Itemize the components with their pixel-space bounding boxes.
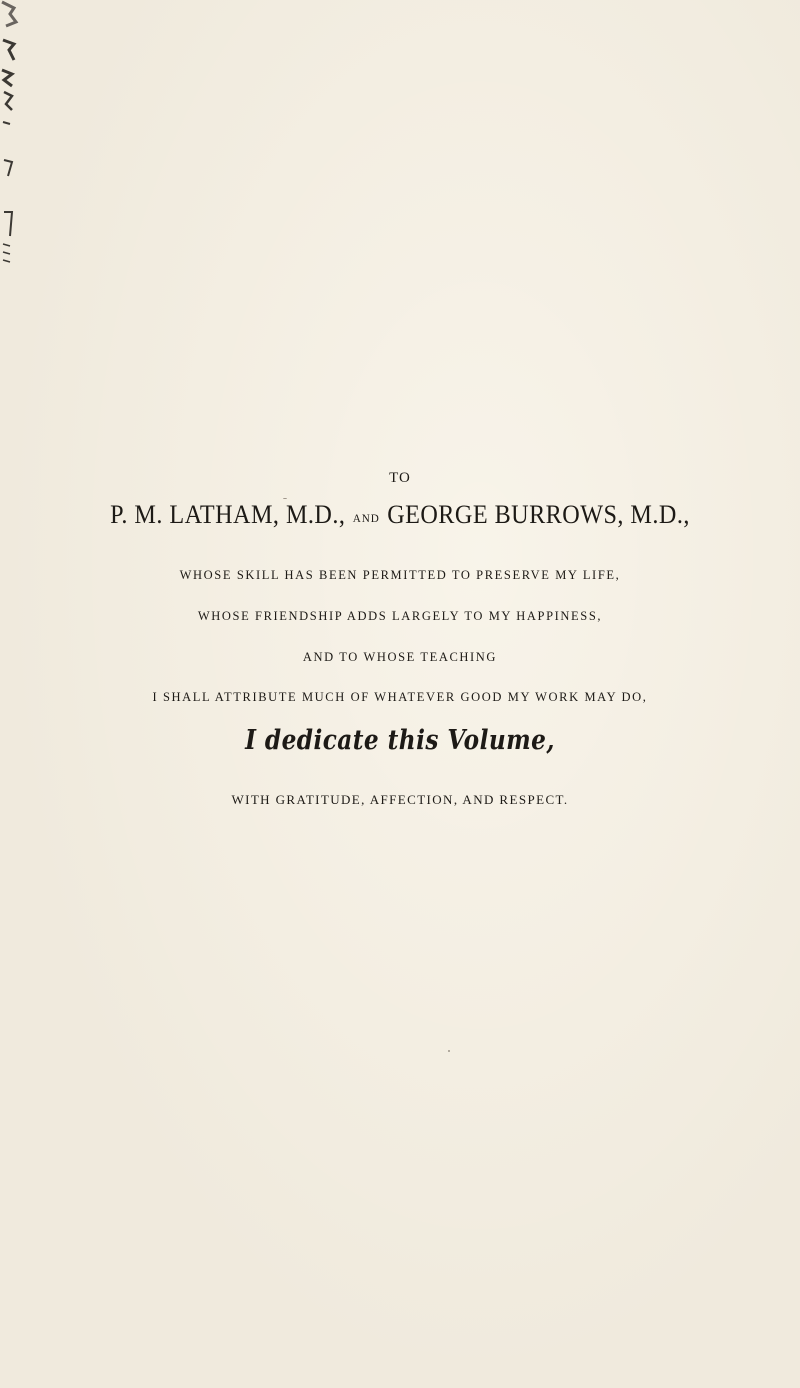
dedicatee-name-1: P. M. LATHAM, M.D., [110,500,346,529]
dedicatee-name-2: GEORGE BURROWS, M.D., [387,500,690,529]
paper-speck [283,498,287,499]
dedication-line-1: WHOSE SKILL HAS BEEN PERMITTED TO PRESERVE MY LIFE, [179,568,621,582]
scan-edge-artifacts [0,0,22,300]
dedication-line-4: I SHALL ATTRIBUTE MUCH OF WHATEVER GOOD MY WORK MAY DO, [152,690,648,704]
dedication-line-2: WHOSE FRIENDSHIP ADDS LARGELY TO MY HAPPINESS, [197,609,603,623]
dedicate-blackletter-line: I dedicate this Volume, [245,725,555,756]
dedication-line-3: AND TO WHOSE TEACHING [302,650,498,664]
and-word: AND [352,511,380,525]
dedication-closing-line: WITH GRATITUDE, AFFECTION, AND RESPECT. [231,792,569,807]
dedication-to: TO [389,470,411,486]
dedicatee-names [28,500,772,530]
paper-speck [448,1050,450,1052]
